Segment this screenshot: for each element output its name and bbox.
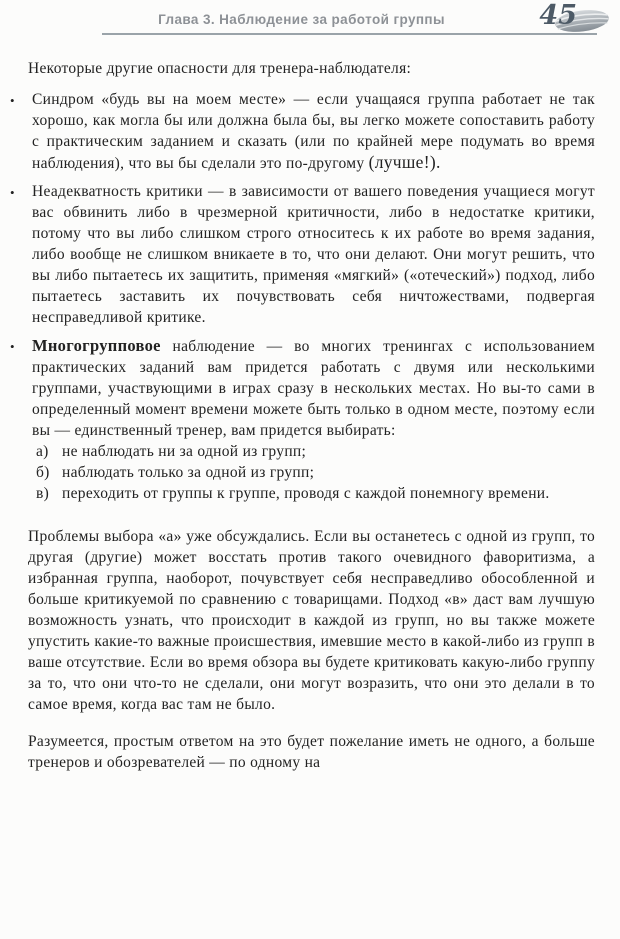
chapter-title: Глава 3. Наблюдение за работой группы xyxy=(158,12,445,27)
option-marker: в) xyxy=(36,485,50,502)
bullet-lead: Многогрупповое xyxy=(32,336,161,355)
intro-paragraph: Некоторые другие опасности для тренера-наблюдателя: xyxy=(28,60,412,77)
page-number: 45 xyxy=(539,0,577,31)
option-text: наблюдать только за одной из групп; xyxy=(62,464,315,481)
option-item xyxy=(36,462,595,483)
bullet-marker: • xyxy=(10,339,15,354)
bullet-marker: • xyxy=(10,93,15,108)
body-paragraph: Разумеется, простым ответом на это будет пожелание иметь не одного, а больше тренеров и обозревателей — по одному на xyxy=(28,733,595,771)
option-marker: а) xyxy=(36,443,49,460)
option-item xyxy=(36,441,595,462)
bullet-body: — если учащаяся группа работает не так хорошо, как могла бы или должна была бы, вы легко можете сопоставить работу с практическим заданием и сказать (или по крайней мере подумать во время наблюдения), что вы бы сделали это по-другому xyxy=(32,91,596,172)
bullet-marker: • xyxy=(10,185,15,200)
bullet-text xyxy=(32,89,595,174)
option-text: не наблюдать ни за одной из групп; xyxy=(62,443,307,460)
option-marker: б) xyxy=(36,464,50,481)
bullet-item xyxy=(10,181,595,328)
bullet-item xyxy=(10,89,595,174)
page-body xyxy=(10,58,596,773)
page-header xyxy=(28,0,595,42)
bullet-text xyxy=(32,181,595,328)
bullet-body: наблюдение — во многих тренингах с использованием практических заданий вам придется работать с двумя или несколькими группами, участвующими в играх сразу в нескольких местах. Но вы-то сами в определенный момент времени можете быть только в одном месте, поэтому если вы — единственный тренер, вам придется выбирать: xyxy=(32,338,595,439)
bullet-lead: Неадекватность критики xyxy=(32,183,203,200)
bullet-lead: Синдром «будь вы на моем месте» xyxy=(32,91,287,108)
bullet-item xyxy=(10,335,595,504)
option-text: переходить от группы к группе, проводя с каждой понемногу времени. xyxy=(62,485,550,502)
bullet-text xyxy=(32,335,595,504)
bullet-emphasis: (лучше!). xyxy=(368,152,441,172)
option-item xyxy=(36,483,595,504)
page-number-block xyxy=(515,0,611,40)
bullet-body: — в зависимости от вашего поведения учащиеся могут вас обвинить либо в чрезмерной критичности, либо в недостатке критики, потому что вы либо слишком строго относитесь к их работе во время задания, либо вообще не слишком вникаете в то, что они делают. Они могут решить, что вы либо пытаетесь их защитить, применяя «мягкий» («отеческий») подход, либо пытаетесь заставить их почувствовать себя ничтожествами, подвергая несправедливой критике. xyxy=(32,183,595,326)
body-paragraph: Проблемы выбора «а» уже обсуждались. Если вы останетесь с одной из групп, то другая (другие) может восстать против такого очевидного фаворитизма, а избранная группа, наоборот, почувствует себя несправедливо обособленной и больше критикуемой по сравнению с товарищами. Подход «в» даст вам лучшую возможность узнать, что происходит в каждой из групп, но вы также можете упустить какие-то важные происшествия, имевшие место в какой-либо из групп в ваше отсутствие. Если во время обзора вы будете критиковать какую-либо группу за то, что они что-то не сделали, они могут возразить, что они это делали в то самое время, когда вас там не было. xyxy=(28,528,595,713)
